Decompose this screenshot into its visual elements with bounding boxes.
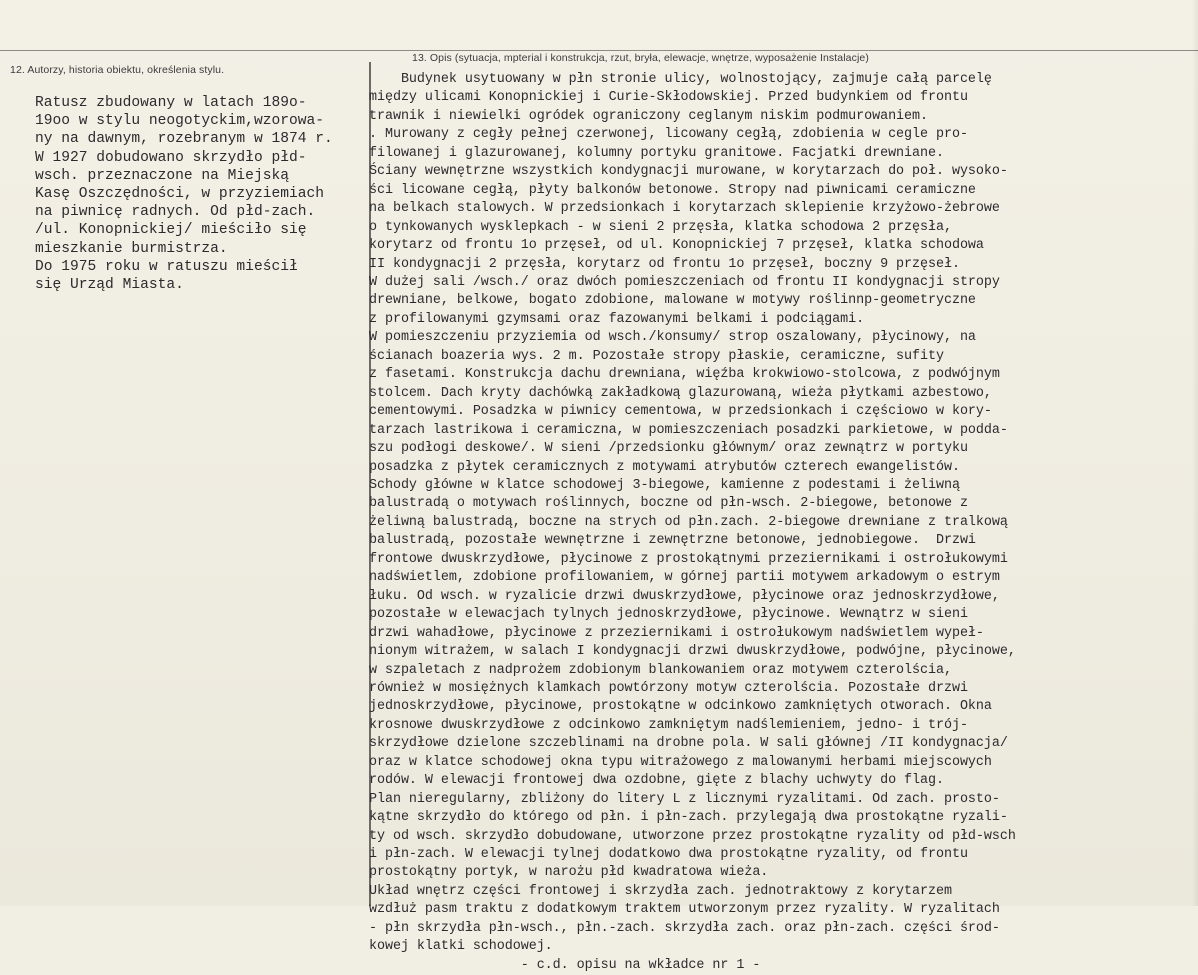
section-13-typed-text: Budynek usytuowany w płn stronie ulicy, wolnostojący, zajmuje całą parcelę między ulicami Konopnickiej i Curie-Skłodowskiej. Przed budynkiem od frontu trawnik i niewielki ogródek ograniczony ceglanym niskim podmurowaniem. . Murowany z cegły pełnej czerwonej, licowany cegłą, zdobienia w cegle pro- filowanej i glazurowanej, kolumny portyku granitowe. Facjatki drewniane. Ściany wewnętrzne wszystkich kondygnacji murowane, w korytarzach do poł. wysoko- ści licowane cegłą, płyty balkonów betonowe. Stropy nad piwnicami ceramiczne na belkach stalowych. W przedsionkach i korytarzach sklepienie krzyżowo-żebrowe o tynkowanych wysklepkach - w sieni 2 przęsła, klatka schodowa 2 przęsła, korytarz od frontu 1o przęseł, od ul. Konopnickiej 7 przęseł, klatka schodowa II kondygnacji 2 przęsła, korytarz od frontu 1o przęseł, boczny 9 przęseł. W dużej sali /wsch./ oraz dwóch pomieszczeniach od frontu II kondygnacji stropy drewniane, belkowe, bogato zdobione, malowane w motywy roślinnp-geometryczne z profilowanymi gzymsami oraz fazowanymi belkami i podciągami. W pomieszczeniu przyziemia od wsch./konsumy/ strop oszalowany, płycinowy, na ścianach boazeria wys. 2 m. Pozostałe stropy płaskie, ceramiczne, sufity z fasetami. Konstrukcja dachu drewniana, więźba krokwiowo-stolcowa, z podwójnym stolcem. Dach kryty dachówką zakładkową glazurowaną, wieża płytkami azbestowo, cementowymi. Posadzka w piwnicy cementowa, w przedsionkach i częściowo w kory- tarzach lastrikowa i ceramiczna, w pomieszczeniach posadzki parkietowe, w podda- szu podłogi deskowe/. W sieni /przedsionku głównym/ oraz zewnątrz w portyku posadzka z płytek ceramicznych z motywami atrybutów czterech ewangelistów. Schody główne w klatce schodowej 3-biegowe, kamienne z podestami i żeliwną balustradą o motywach roślinnych, boczne od płn-wsch. 2-biegowe, betonowe z żeliwną balustradą, boczne na strych od płn.zach. 2-biegowe drewniane z tralkową balustradą, pozostałe wewnętrzne i zewnętrzne betonowe, jednobiegowe. Drzwi frontowe dwuskrzydłowe, płycinowe z prostokątnymi przeziernikami i ostrołukowymi nadświetlem, zdobione profilowaniem, w górnej partii motywem arkadowym o estrym łuku. Od wsch. w ryzalicie drzwi dwuskrzydłowe, płycinowe oraz jednoskrzydłowe, pozostałe w elewacjach tylnych jednoskrzydłowe, płycinowe. Wewnątrz w sieni drzwi wahadłowe, płycinowe z przeziernikami i ostrołukowym nadświetlem wypeł- nionym witrażem, w salach I kondygnacji drzwi dwuskrzydłowe, podwójne, płycinowe, w szpaletach z nadprożem zdobionym blankowaniem oraz motywem czterolścia, również w mosiężnych klamkach powtórzony motyw czterolścia. Pozostałe drzwi jednoskrzydłowe, płycinowe, prostokątne w odcinkowo zamkniętych otworach. Okna krosnowe dwuskrzydłowe z odcinkowo zamkniętym nadślemieniem, jedno- i trój- skrzydłowe dzielone szczeblinami na drobne pola. W sali głównej /II kondygnacja/ oraz w klatce schodowej okna typu witrażowego z malowanymi herbami miejscowych rodów. W elewacji frontowej dwa ozdobne, gięte z blachy uchwyty do flag. Plan nieregularny, zbliżony do litery L z licznymi ryzalitami. Od zach. prosto- kątne skrzydło do którego od płn. i płn-zach. przylegają dwa prostokątne ryzali- ty od wsch. skrzydło dobudowane, utworzone przez prostokątne ryzality od płd-wsch i płn-zach. W elewacji tylnej dodatkowo dwa prostokątne ryzality, od frontu prostokątny portyk, w narożu płd kwadratowa wieża. Układ wnętrz części frontowej i skrzydła zach. jednotraktowy z korytarzem wzdłuż pasm traktu z dodatkowym traktem utworzonym przez ryzality. W ryzalitach - płn skrzydła płn-wsch., płn.-zach. skrzydła zach. oraz płn-zach. części środ- kowej klatki schodowej. - c.d. opisu na wkładce nr 1 - — [369, 72, 1016, 973]
section-12-heading: 12. Autorzy, historia obiektu, określenia stylu. — [10, 64, 225, 76]
section-12-typed-text: Ratusz zbudowany w latach 189o- 19oo w stylu neogotyckim,wzorowa- ny na dawnym, rozebranym w 1874 r. W 1927 dobudowano skrzydło płd- wsch. przeznaczone na Miejską Kasę Oszczędności, w przyziemiach na piwnicę radnych. Od płd-zach. /ul. Konopnickiej/ mieściło się mieszkanie burmistrza. Do 1975 roku w ratuszu mieścił się Urząd Miasta. — [35, 95, 333, 294]
top-rule — [0, 50, 1198, 51]
section-13-heading: 13. Opis (sytuacja, mpterial i konstrukcja, rzut, bryła, elewacje, wnętrze, wyposażenie Instalacje) — [412, 52, 869, 64]
page-edge-shadow — [1192, 0, 1198, 906]
